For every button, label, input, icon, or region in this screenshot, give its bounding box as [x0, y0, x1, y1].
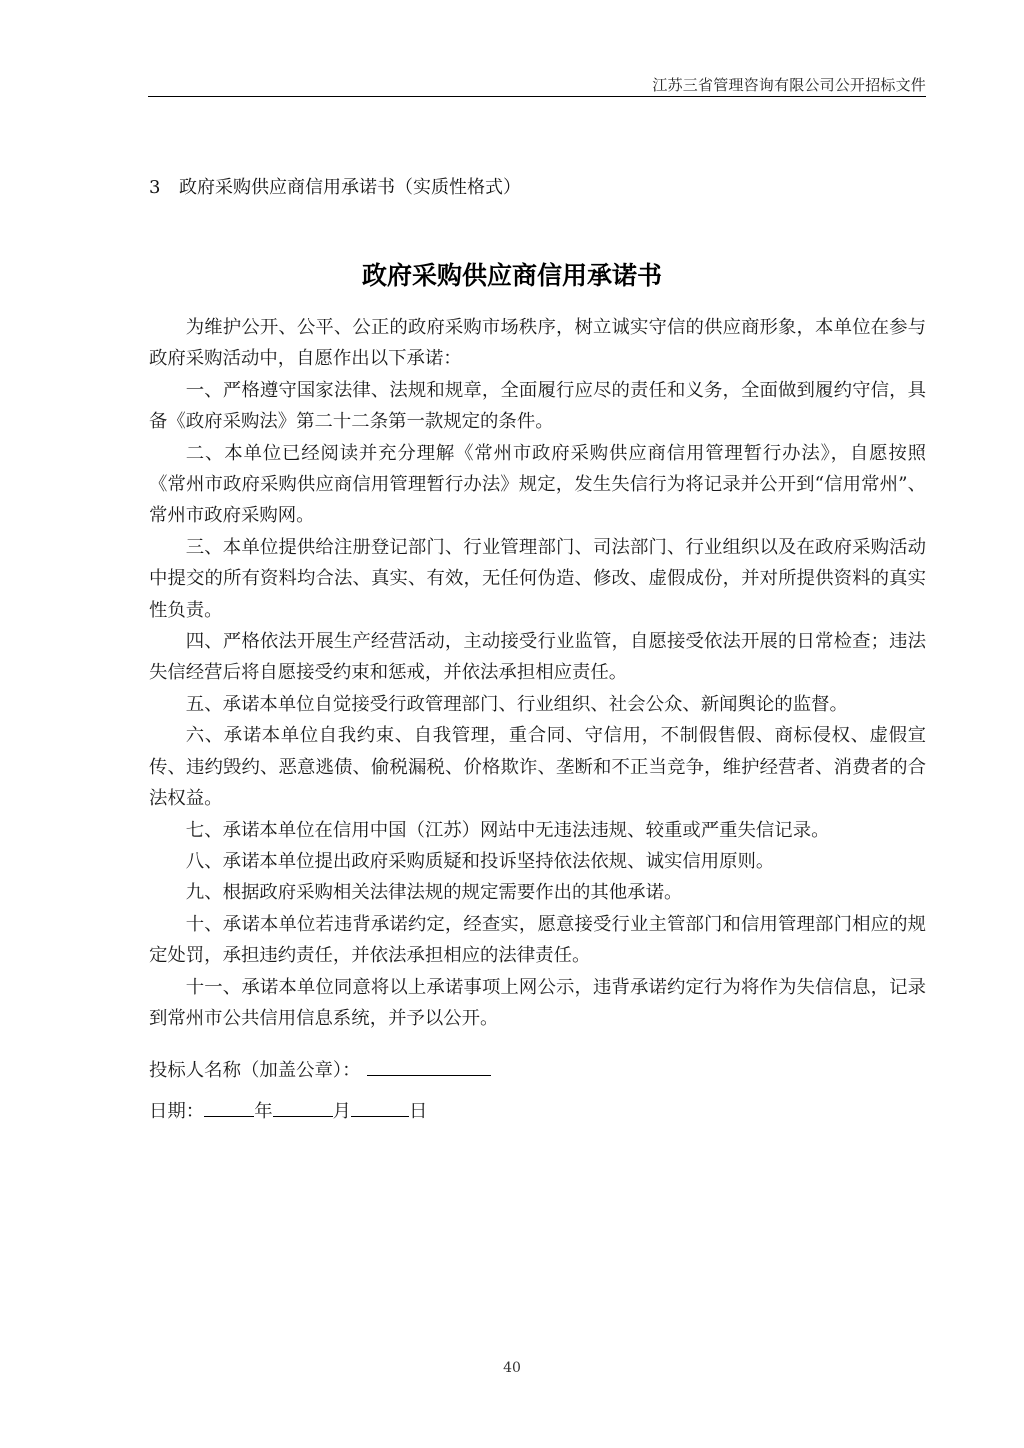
section-number: 3 [149, 177, 161, 198]
year-blank[interactable] [204, 1096, 254, 1117]
document-title: 政府采购供应商信用承诺书 [361, 261, 662, 290]
section-title: 政府采购供应商信用承诺书（实质性格式） [179, 177, 521, 198]
intro-paragraph: 为维护公开、公平、公正的政府采购市场秩序，树立诚实守信的供应商形象，本单位在参与政府采购活动中，自愿作出以下承诺： [149, 317, 926, 370]
bidder-name-label: 投标人名称（加盖公章）： [149, 1060, 361, 1081]
month-label: 月 [332, 1101, 351, 1122]
page-number: 40 [503, 1360, 521, 1376]
commitment-paragraph: 三、本单位提供给注册登记部门、行业管理部门、司法部门、行业组织以及在政府采购活动中提交的所有资料均合法、真实、有效，无任何伪造、修改、虚假成份，并对所提供资料的真实性负责。 [149, 536, 926, 621]
month-blank[interactable] [273, 1096, 333, 1117]
commitment-paragraph: 十、承诺本单位若违背承诺约定，经查实，愿意接受行业主管部门和信用管理部门相应的规定处罚，承担违约责任，并依法承担相应的法律责任。 [149, 913, 926, 967]
commitment-paragraph: 二、本单位已经阅读并充分理解《常州市政府采购供应商信用管理暂行办法》，自愿按照《常州市政府采购供应商信用管理暂行办法》规定，发生失信行为将记录并公开到“信用常州”、常州市政府采购网。 [149, 442, 926, 527]
day-blank[interactable] [351, 1096, 409, 1117]
header-company-line: 江苏三省管理咨询有限公司公开招标文件 [652, 76, 926, 94]
bidder-name-blank[interactable] [367, 1055, 491, 1076]
commitment-paragraph: 八、承诺本单位提出政府采购质疑和投诉坚持依法依规、诚实信用原则。 [185, 850, 775, 872]
header-divider [148, 96, 926, 97]
bidder-name-line [149, 1055, 491, 1085]
commitment-paragraph: 五、承诺本单位自觉接受行政管理部门、行业组织、社会公众、新闻舆论的监督。 [185, 693, 848, 715]
commitment-paragraph: 九、根据政府采购相关法律法规的规定需要作出的其他承诺。 [185, 882, 683, 904]
day-label: 日 [409, 1101, 428, 1122]
commitment-paragraph: 六、承诺本单位自我约束、自我管理，重合同、守信用，不制假售假、商标侵权、虚假宣传、违约毁约、恶意逃债、偷税漏税、价格欺诈、垄断和不正当竞争，维护经营者、消费者的合法权益。 [149, 725, 926, 810]
section-heading [149, 173, 521, 199]
commitment-paragraph: 一、严格遵守国家法律、法规和规章，全面履行应尽的责任和义务，全面做到履约守信，具备《政府采购法》第二十二条第一款规定的条件。 [149, 379, 926, 433]
commitment-paragraph: 七、承诺本单位在信用中国（江苏）网站中无违法违规、较重或严重失信记录。 [185, 819, 830, 841]
year-label: 年 [254, 1101, 273, 1122]
commitment-paragraph: 十一、承诺本单位同意将以上承诺事项上网公示，违背承诺约定行为将作为失信信息，记录到常州市公共信用信息系统，并予以公开。 [149, 976, 926, 1029]
document-body [149, 312, 926, 1034]
date-line [149, 1096, 427, 1126]
date-label: 日期： [149, 1101, 205, 1122]
commitment-paragraph: 四、严格依法开展生产经营活动，主动接受行业监管，自愿接受依法开展的日常检查；违法失信经营后将自愿接受约束和惩戒，并依法承担相应责任。 [149, 631, 926, 684]
